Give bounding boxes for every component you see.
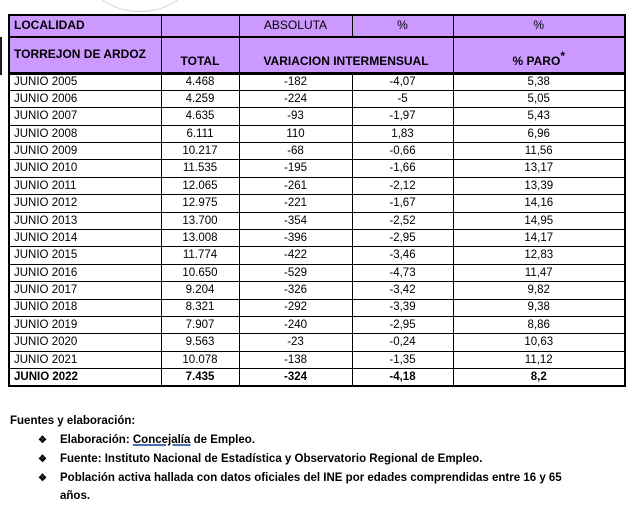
cell-period: JUNIO 2017 (9, 282, 161, 299)
cell-variacion-pct: -0,24 (352, 334, 453, 351)
table-row (9, 247, 625, 264)
cell-variacion-absoluta: -68 (239, 143, 352, 160)
paro-label: % PARO (512, 54, 561, 69)
cell-pct-paro: 14,16 (453, 195, 625, 212)
header-pct-paro (453, 37, 625, 73)
cell-pct-paro: 14,17 (453, 230, 625, 247)
cell-variacion-absoluta: -23 (239, 334, 352, 351)
table-row (9, 160, 625, 177)
cell-pct-paro: 14,95 (453, 212, 625, 229)
cell-pct-paro: 13,17 (453, 160, 625, 177)
cell-pct-paro: 8,86 (453, 316, 625, 333)
elaboracion-suffix: de Empleo. (190, 434, 255, 446)
cell-total: 11.774 (161, 247, 239, 264)
cell-variacion-absoluta: -354 (239, 212, 352, 229)
cell-total: 4.635 (161, 108, 239, 125)
cell-variacion-absoluta: -396 (239, 230, 352, 247)
footer-item-text (60, 431, 255, 449)
cell-variacion-absoluta: -224 (239, 90, 352, 107)
header-empty-cell (161, 15, 239, 37)
cell-total: 9.204 (161, 282, 239, 299)
cell-total: 10.650 (161, 264, 239, 281)
cell-pct-paro: 6,96 (453, 125, 625, 142)
cell-pct-paro: 11,56 (453, 143, 625, 160)
header-variacion-intermensual: VARIACION INTERMENSUAL (239, 37, 453, 73)
cell-total: 12.975 (161, 195, 239, 212)
table-row (9, 351, 625, 368)
cell-total: 9.563 (161, 334, 239, 351)
header-row-1 (9, 15, 625, 37)
cell-period: JUNIO 2006 (9, 90, 161, 107)
cell-total: 13.008 (161, 230, 239, 247)
cell-total: 6.111 (161, 125, 239, 142)
cell-period: JUNIO 2015 (9, 247, 161, 264)
table-row (9, 90, 625, 107)
cell-period: JUNIO 2008 (9, 125, 161, 142)
cell-variacion-pct: -3,39 (352, 299, 453, 316)
table-row (9, 369, 625, 386)
spellcheck-underlined-word: Concejalía (132, 434, 191, 446)
diamond-bullet-icon: ❖ (38, 454, 47, 465)
cell-period: JUNIO 2012 (9, 195, 161, 212)
cell-total: 13.700 (161, 212, 239, 229)
cell-period: JUNIO 2021 (9, 351, 161, 368)
cell-period: JUNIO 2020 (9, 334, 161, 351)
cell-variacion-pct: -4,18 (352, 369, 453, 386)
cell-variacion-absoluta: -221 (239, 195, 352, 212)
cell-pct-paro: 12,83 (453, 247, 625, 264)
cell-total: 10.217 (161, 143, 239, 160)
footer-item-elaboracion (10, 431, 630, 450)
cell-variacion-absoluta: -195 (239, 160, 352, 177)
cell-period: JUNIO 2007 (9, 108, 161, 125)
table-row (9, 195, 625, 212)
table-row (9, 316, 625, 333)
cell-variacion-absoluta: -138 (239, 351, 352, 368)
header-total: TOTAL (161, 37, 239, 73)
table-row (9, 212, 625, 229)
sources-footer (10, 412, 630, 505)
table-row (9, 125, 625, 142)
table-row (9, 230, 625, 247)
cell-period: JUNIO 2005 (9, 73, 161, 90)
cell-period: JUNIO 2016 (9, 264, 161, 281)
cell-pct-paro: 10,63 (453, 334, 625, 351)
cell-variacion-pct: -2,95 (352, 316, 453, 333)
cell-variacion-pct: -5 (352, 90, 453, 107)
cell-pct-paro: 8,2 (453, 369, 625, 386)
footer-title: Fuentes y elaboración: (10, 415, 136, 427)
cell-variacion-pct: -2,95 (352, 230, 453, 247)
cell-pct-paro: 9,38 (453, 299, 625, 316)
cell-total: 7.907 (161, 316, 239, 333)
cell-variacion-pct: -4,73 (352, 264, 453, 281)
footer-item-text: Fuente: Instituto Nacional de Estadística y Observatorio Regional de Empleo. (60, 453, 483, 465)
cell-variacion-pct: -1,67 (352, 195, 453, 212)
cell-pct-paro: 11,47 (453, 264, 625, 281)
table-row (9, 299, 625, 316)
table-row (9, 334, 625, 351)
cell-pct-paro: 11,12 (453, 351, 625, 368)
cell-variacion-absoluta: -529 (239, 264, 352, 281)
cell-period: JUNIO 2018 (9, 299, 161, 316)
header-pct-variacion: % (352, 15, 453, 37)
header-municipio: TORREJON DE ARDOZ (9, 37, 161, 73)
cell-period: JUNIO 2010 (9, 160, 161, 177)
table-row (9, 282, 625, 299)
cell-variacion-pct: -2,52 (352, 212, 453, 229)
cell-variacion-absoluta: -292 (239, 299, 352, 316)
cell-total: 8.321 (161, 299, 239, 316)
cell-pct-paro: 5,05 (453, 90, 625, 107)
footer-item-poblacion (10, 469, 630, 505)
cell-pct-paro: 5,38 (453, 73, 625, 90)
cell-variacion-absoluta: -182 (239, 73, 352, 90)
watermark-ellipse-arc (92, 0, 188, 12)
cell-variacion-pct: -3,46 (352, 247, 453, 264)
cell-period: JUNIO 2009 (9, 143, 161, 160)
footer-item-fuente (10, 450, 630, 469)
cell-variacion-pct: -1,35 (352, 351, 453, 368)
elaboracion-prefix: Elaboración: (60, 434, 133, 446)
cell-variacion-absoluta: -261 (239, 177, 352, 194)
cell-variacion-absoluta: -422 (239, 247, 352, 264)
header-pct-paro-top: % (453, 15, 625, 37)
cell-variacion-pct: 1,83 (352, 125, 453, 142)
screen-edge-artifact (0, 37, 2, 75)
cell-variacion-absoluta: -93 (239, 108, 352, 125)
cell-pct-paro: 9,82 (453, 282, 625, 299)
cell-variacion-absoluta: 110 (239, 125, 352, 142)
cell-total: 4.259 (161, 90, 239, 107)
table-row (9, 177, 625, 194)
cell-period: JUNIO 2011 (9, 177, 161, 194)
paro-asterisk: * (560, 49, 565, 64)
table-row (9, 264, 625, 281)
cell-variacion-pct: -4,07 (352, 73, 453, 90)
table-row (9, 73, 625, 90)
cell-pct-paro: 13,39 (453, 177, 625, 194)
footer-item-text: Población activa hallada con datos oficiales del INE por edades comprendidas entre 16 y 65 años. (60, 472, 562, 502)
table-body (9, 73, 625, 386)
cell-variacion-pct: -3,42 (352, 282, 453, 299)
cell-period: JUNIO 2013 (9, 212, 161, 229)
cell-total: 10.078 (161, 351, 239, 368)
table-row (9, 143, 625, 160)
cell-total: 4.468 (161, 73, 239, 90)
unemployment-table (8, 14, 626, 387)
diamond-bullet-icon: ❖ (38, 435, 47, 446)
cell-variacion-pct: -1,66 (352, 160, 453, 177)
cell-pct-paro: 5,43 (453, 108, 625, 125)
cell-period: JUNIO 2019 (9, 316, 161, 333)
header-absoluta: ABSOLUTA (239, 15, 352, 37)
cell-total: 7.435 (161, 369, 239, 386)
cell-variacion-absoluta: -324 (239, 369, 352, 386)
cell-variacion-pct: -0,66 (352, 143, 453, 160)
cell-variacion-absoluta: -326 (239, 282, 352, 299)
cell-variacion-pct: -1,97 (352, 108, 453, 125)
table-row (9, 108, 625, 125)
cell-period: JUNIO 2022 (9, 369, 161, 386)
header-localidad: LOCALIDAD (9, 15, 161, 37)
diamond-bullet-icon: ❖ (38, 473, 47, 484)
cell-variacion-pct: -2,12 (352, 177, 453, 194)
table-header (9, 15, 625, 73)
footer-bullet-list (10, 431, 630, 505)
cell-total: 11.535 (161, 160, 239, 177)
cell-period: JUNIO 2014 (9, 230, 161, 247)
cell-variacion-absoluta: -240 (239, 316, 352, 333)
header-row-2 (9, 37, 625, 73)
cell-total: 12.065 (161, 177, 239, 194)
